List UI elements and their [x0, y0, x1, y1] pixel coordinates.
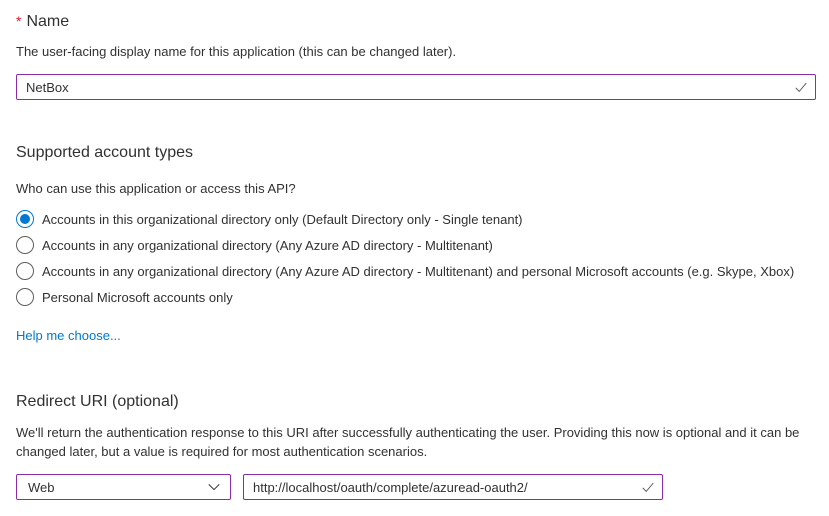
chevron-down-icon: [207, 480, 221, 494]
radio-option-label: Accounts in this organizational directory only (Default Directory only - Single tenant): [42, 211, 523, 227]
account-types-question: Who can use this application or access this API?: [16, 181, 296, 196]
platform-select-value: Web: [28, 479, 55, 495]
radio-option-multitenant-personal[interactable]: [16, 258, 816, 284]
radio-unselected-icon[interactable]: [16, 236, 34, 254]
platform-select[interactable]: [16, 474, 231, 500]
radio-unselected-icon[interactable]: [16, 288, 34, 306]
redirect-uri-description: We'll return the authentication response to this URI after successfully authenticating the user. Providing this now is optional and it can be changed later, but a value is required for most authentication scenarios.: [16, 425, 800, 459]
help-me-choose-link[interactable]: Help me choose...: [16, 328, 121, 343]
redirect-uri-input-container: [243, 474, 663, 500]
help-link-row: [16, 327, 816, 345]
account-type-radio-group: [16, 206, 816, 310]
platform-select-container: [16, 474, 231, 500]
account-types-title: Supported account types: [16, 144, 194, 161]
radio-selected-icon[interactable]: [16, 210, 34, 228]
radio-option-personal-only[interactable]: [16, 284, 816, 310]
name-section: [16, 11, 816, 100]
redirect-uri-input[interactable]: [243, 474, 663, 500]
redirect-uri-section: [16, 391, 816, 500]
radio-option-multitenant[interactable]: [16, 232, 816, 258]
radio-option-label: Personal Microsoft accounts only: [42, 289, 233, 305]
name-input[interactable]: [16, 74, 816, 100]
radio-option-label: Accounts in any organizational directory (Any Azure AD directory - Multitenant) and personal Microsoft accounts (e.g. Skype, Xbox): [42, 263, 795, 279]
name-input-container: [16, 74, 816, 100]
radio-unselected-icon[interactable]: [16, 262, 34, 280]
supported-account-types-section: [16, 142, 816, 345]
radio-option-label: Accounts in any organizational directory (Any Azure AD directory - Multitenant): [42, 237, 493, 253]
name-label: Name: [26, 13, 70, 30]
required-asterisk: *: [16, 13, 22, 29]
name-description: The user-facing display name for this application (this can be changed later).: [16, 44, 457, 59]
name-section-title: [16, 11, 816, 32]
radio-option-single-tenant[interactable]: [16, 206, 816, 232]
redirect-uri-inputs-row: [16, 474, 816, 500]
redirect-uri-title: Redirect URI (optional): [16, 393, 179, 410]
